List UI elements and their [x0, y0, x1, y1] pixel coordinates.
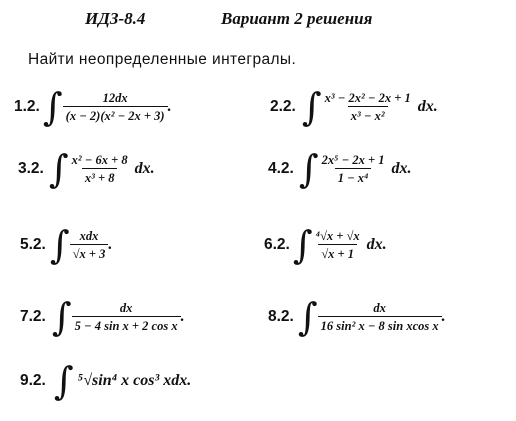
- denominator: 5 − 4 sin x + 2 cos x: [72, 316, 181, 333]
- fraction: [318, 301, 442, 333]
- denominator: x³ − x²: [348, 106, 388, 123]
- problem-number: 9.2.: [20, 372, 46, 389]
- integral-sign: ∫: [298, 147, 319, 191]
- tail: .: [167, 98, 172, 115]
- numerator: 2x⁵ − 2x + 1: [321, 153, 385, 167]
- tail: dx.: [391, 160, 412, 177]
- fraction: [322, 91, 414, 123]
- problem-1-2: [14, 85, 172, 129]
- denominator: x³ + 8: [82, 168, 118, 185]
- tail: dx.: [417, 98, 438, 115]
- integral-sign: ∫: [49, 223, 70, 267]
- fraction: [72, 301, 181, 333]
- tail: dx.: [366, 236, 387, 253]
- tail: .: [180, 308, 185, 325]
- integral-sign: ∫: [297, 295, 318, 339]
- problem-9-2: [20, 359, 192, 403]
- instruction-text: Найти неопределенные интегралы.: [28, 51, 297, 68]
- problem-number: 5.2.: [20, 236, 46, 253]
- assignment-code: ИДЗ-8.4: [85, 9, 146, 28]
- integral-sign: ∫: [301, 85, 322, 129]
- integral-sign: ∫: [53, 359, 74, 403]
- numerator: xdx: [79, 229, 99, 243]
- problem-number: 7.2.: [20, 308, 46, 325]
- integral-sign: ∫: [292, 223, 313, 267]
- problem-5-2: [20, 223, 113, 267]
- problem-8-2: [268, 295, 446, 339]
- problem-number: 1.2.: [14, 98, 40, 115]
- denominator: 16 sin² x − 8 sin xcos x: [318, 316, 442, 333]
- fraction: [69, 153, 131, 185]
- tail: dx.: [134, 160, 155, 177]
- numerator: x² − 6x + 8: [71, 153, 128, 167]
- numerator: dx: [119, 301, 133, 315]
- problem-number: 8.2.: [268, 308, 294, 325]
- problem-4-2: [268, 147, 412, 191]
- fraction: [70, 229, 109, 261]
- problem-number: 4.2.: [268, 160, 294, 177]
- problem-number: 6.2.: [264, 236, 290, 253]
- tail: .: [441, 308, 446, 325]
- integral-sign: ∫: [42, 85, 63, 129]
- problem-number: 2.2.: [270, 98, 296, 115]
- denominator: 1 − x⁴: [335, 168, 372, 185]
- tail: .: [108, 236, 113, 253]
- problem-number: 3.2.: [18, 160, 44, 177]
- problem-3-2: [18, 147, 155, 191]
- problem-2-2: [270, 85, 438, 129]
- numerator: dx: [373, 301, 386, 315]
- fraction: [319, 153, 388, 185]
- denominator: √x + 3: [70, 244, 109, 261]
- fraction: [313, 229, 363, 261]
- problem-6-2: [264, 223, 387, 267]
- numerator: 12dx: [102, 91, 128, 105]
- integral-sign: ∫: [48, 147, 69, 191]
- integral-sign: ∫: [51, 295, 72, 339]
- problem-7-2: [20, 295, 185, 339]
- denominator: (x − 2)(x² − 2x + 3): [63, 106, 168, 123]
- numerator: ⁴√x + √x: [315, 229, 360, 243]
- denominator: √x + 1: [318, 244, 357, 261]
- numerator: x³ − 2x² − 2x + 1: [324, 91, 411, 105]
- expression: ⁵√sin⁴ x cos³ xdx.: [77, 372, 192, 389]
- variant-title: Вариант 2 решения: [221, 9, 373, 28]
- fraction: [63, 91, 168, 123]
